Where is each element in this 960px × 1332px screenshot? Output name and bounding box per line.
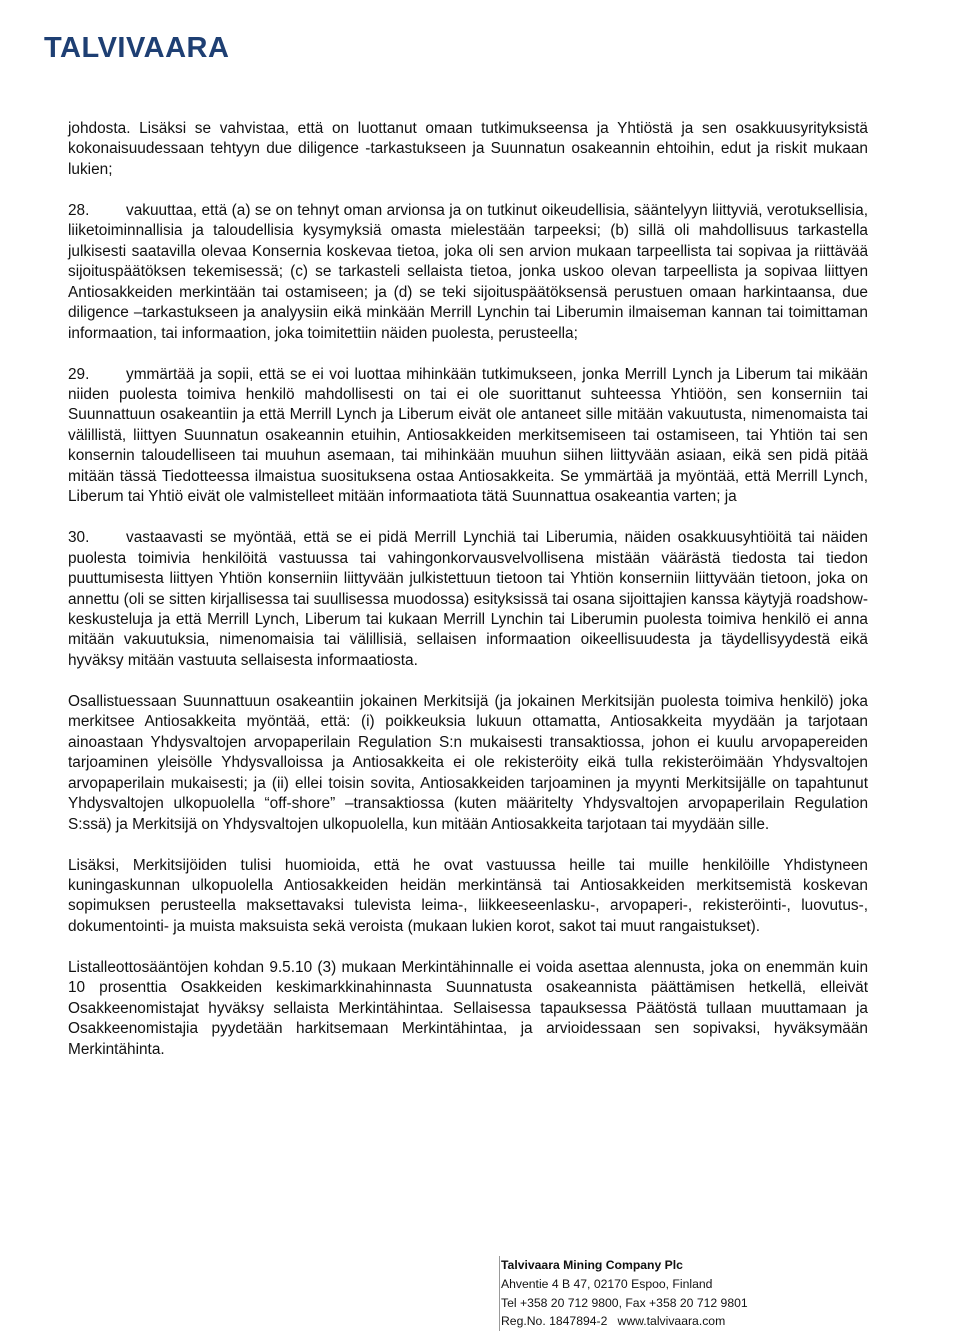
paragraph-number: 30.	[68, 529, 90, 547]
footer-registration: Reg.No. 1847894-2 www.talvivaara.com	[501, 1314, 726, 1329]
paragraph-text: vakuuttaa, että (a) se on tehnyt oman arvionsa ja on tutkinut oikeudellisia, sääntelyyn liittyviä, verotuksellisia, liiketoiminnallisia ja taloudellisia kysymyksiä omasta mielestään tarpeeksi; (b) sillä oli mahdollisuus tarkastella julkisesti saatavilla olevaa Konsernia koskevaa tietoa, joka oli sen arvion mukaan tarpeellista tai sopivaa ja riittävää sijoituspäätöksen tekemisessä; (c) se tarkasteli sellaista tietoa, jonka uskoo olevan tarpeellista ja sopivaa liittyen Antiosakkeiden merkintään tai ostamiseen; ja (d) se teki sijoituspäätöksensä perustuen omaan harkintaansa, due diligence –tarkastukseen ja analyysiin eikä minkään Merrill Lynchin tai Liberumin ilmaiseman kannan tai toimittaman informaation, tai informaation, joka toimitettiin näiden puolesta, perusteella;	[68, 201, 868, 342]
paragraph-text: Listalleottosääntöjen kohdan 9.5.10 (3) mukaan Merkintähinnalle ei voida asettaa alennusta, joka on enemmän kuin 10 prosenttia Osakkeiden keskimarkkinahinnasta Suunnatusta osakeannista päättämisen hetkellä, elleivät Osakkeenomistajat hyväksy sellaista Merkintähintaa. Sellaisessa tapauksessa Päätöstä tullaan muuttamaan ja Osakkeenomistajia pyydetään harkitsemaan Merkintähintaa, ja arvioidessaan sen sopivaksi, hyväksymään Merkintähinta.	[68, 958, 868, 1058]
document-body	[68, 119, 868, 1081]
paragraph-text: johdosta. Lisäksi se vahvistaa, että on luottanut omaan tutkimukseensa ja Yhtiöstä ja sen osakkuusyrityksistä kokonaisuudessaan tehtyyn due diligence -tarkastukseen ja Suunnatun osakeannin ehtoihin, edut ja riskit mukaan lukien;	[68, 120, 868, 178]
paragraph-text: vastaavasti se myöntää, että se ei pidä Merrill Lynchiä tai Liberumia, näiden osakkuusyhtiöitä tai näiden puolesta toimivia henkilöitä vastuussa tai vahingonkorvausvelvollisena mistään väärästä tiedosta tai tiedon puuttumisesta liittyen Yhtiön konserniin liittyvään julkistettuun tietoon tai Yhtiön konserniin liittyvään tietoon, joka on annettu (oli se sitten kirjallisessa tai suullisessa muodossa) esityksissä tai osana sijoittajien kanssa käytyjä roadshow-keskusteluja ja että Merrill Lynch, Liberum tai kukaan Merrill Lynchin tai Liberumin puolesta toimiva henkilö ei anna mitään vakuutuksia, nimenomaisia tai välillisiä, sellaisen informaation oikeellisuudesta ja täydellisyydestä eikä hyväksy mitään vastuuta sellaisesta informaatiosta.	[68, 529, 868, 669]
paragraph-listing-rules	[68, 958, 868, 1060]
talvivaara-logo: TALVIVAARA	[44, 32, 230, 64]
paragraph-taxes	[68, 856, 868, 938]
paragraph-30	[68, 528, 868, 671]
paragraph-participation	[68, 692, 868, 835]
footer-contact	[499, 1256, 748, 1331]
paragraph-text: Osallistuessaan Suunnattuun osakeantiin jokainen Merkitsijä (ja jokainen Merkitsijän puolesta toimiva henkilö) joka merkitsee Antiosakkeita myöntää, että: (i) poikkeuksia lukuun ottamatta, Antiosakkeita myydään ja tarjotaan ainoastaan Yhdysvaltojen arvopaperilain Regulation S:n mukaisesti transaktiossa, johon ei kuulu arvopapereiden tarjoaminen yleisölle Yhdysvalloissa ja Antiosakkeita ei ole rekisteröity eikä tulla rekisteröimään Yhdysvaltojen arvopaperilain mukaisesti; ja (ii) ellei toisin sovita, Antiosakkeiden tarjoaminen ja myynti Merkitsijälle on tapahtunut Yhdysvaltojen ulkopuolella “off-shore” –transaktiossa (kuten määritelty Yhdysvaltojen arvopaperilain Regulation S:ssä) ja Merkitsijä on Yhdysvaltojen ulkopuolella, kun mitään Antiosakkeita tarjotaan tai myydään sille.	[68, 692, 868, 833]
paragraph-28	[68, 201, 868, 344]
footer-company: Talvivaara Mining Company Plc	[501, 1258, 683, 1272]
paragraph-text: Lisäksi, Merkitsijöiden tulisi huomioida, että he ovat vastuussa heille tai muille henkilöille Yhdistyneen kuningaskunnan ulkopuolella Antiosakkeiden heidän merkintänsä tai Antiosakkeiden merkitsemistä koskevan sopimuksen perusteella maksettavaksi tulevista leima-, liikkeeseenlasku-, arvopaperi-, rekisteröinti-, luovutus-, dokumentointi- ja muista maksuista sekä veroista (mukaan lukien korot, sakot tai muut rangaistukset).	[68, 856, 868, 935]
paragraph-continuation	[68, 119, 868, 180]
paragraph-29	[68, 365, 868, 508]
footer-address: Ahventie 4 B 47, 02170 Espoo, Finland	[501, 1276, 713, 1291]
paragraph-number: 28.	[68, 201, 90, 219]
paragraph-text: ymmärtää ja sopii, että se ei voi luottaa mihinkään tutkimukseen, jonka Merrill Lynch ja Liberum tai mikään niiden puolesta toimiva henkilö mahdollisesti on tai ei ole suorittanut suhteessa Yhtiöön, sen konserniin tai Suunnattuun osakeantiin ja että Merrill Lynch ja Liberum eivät ole antaneet sille mitään vakuutusta, nimenomaista tai välillistä, liittyen Suunnatun osakeannin etuihin, Antiosakkeiden merkitsemiseen tai ostamiseen, tai Yhtiön tai sen konsernin taloudelliseen tai muuhun asemaan, tai mihinkään muuhun siihen liittyvään asiaan, eikä sen pidä pitää mitään tässä Tiedotteessa ilmaistua suosituksena ostaa Antiosakkeita. Se ymmärtää ja myöntää, että Merrill Lynch, Liberum tai Yhtiö eivät ole valmistelleet mitään informaatiota tätä Suunnattua osakeantia varten; ja	[68, 365, 868, 506]
footer-phone: Tel +358 20 712 9800, Fax +358 20 712 9801	[501, 1295, 748, 1310]
paragraph-number: 29.	[68, 365, 90, 383]
